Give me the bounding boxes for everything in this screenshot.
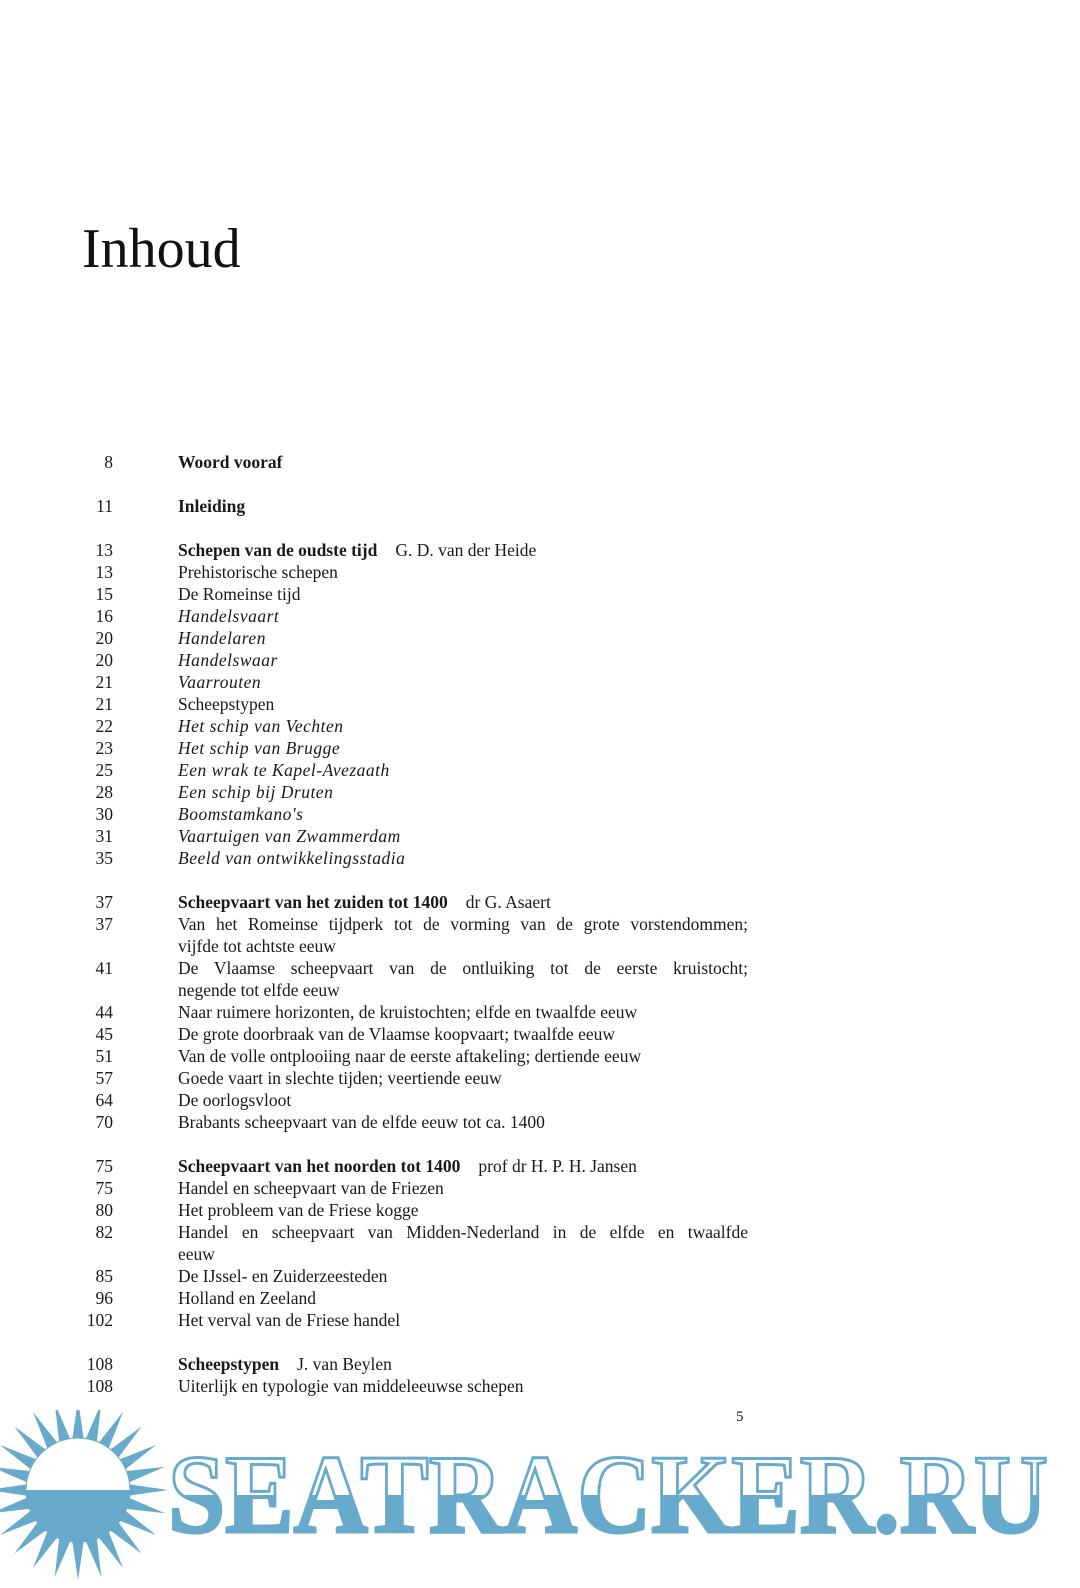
toc-entry-body — [178, 1309, 748, 1331]
toc-entry-title — [178, 627, 748, 649]
toc-entry — [0, 803, 1080, 825]
toc-entry-body — [178, 957, 748, 1001]
toc-entry-text: Handel en scheepvaart van Midden-Nederland in de elfde en twaalfde — [178, 1222, 748, 1242]
toc-page-number: 37 — [95, 914, 113, 934]
toc-entry — [0, 1067, 1080, 1089]
toc-entry-body — [178, 1067, 748, 1089]
toc-entry — [0, 847, 1080, 869]
toc-entry-body — [178, 825, 748, 847]
toc-entry-title — [178, 1001, 748, 1023]
toc-author: J. van Beylen — [297, 1354, 392, 1374]
toc-entry-text: Prehistorische schepen — [178, 562, 338, 582]
toc-entry — [0, 913, 1080, 957]
toc-page-number: 13 — [95, 562, 113, 582]
toc-entry-body — [178, 561, 748, 583]
toc-page-number: 45 — [95, 1024, 113, 1044]
toc-entry-text: Het probleem van de Friese kogge — [178, 1200, 419, 1220]
toc-entry-body — [178, 671, 748, 693]
toc-entry-title — [178, 1045, 748, 1067]
toc-entry-body — [178, 781, 748, 803]
toc-entry-title — [178, 1067, 748, 1089]
toc-entry-body — [178, 715, 748, 737]
toc-entry — [0, 1001, 1080, 1023]
toc-entry — [0, 1265, 1080, 1287]
page-number: 5 — [736, 1409, 744, 1425]
toc-entry — [0, 825, 1080, 847]
toc-entry-body — [178, 1111, 748, 1133]
toc-page-number: 31 — [95, 826, 113, 846]
toc-entry — [0, 1287, 1080, 1309]
toc-entry-body — [178, 583, 748, 605]
watermark-text: SEATRACKER.RU — [168, 1433, 1048, 1557]
toc-entry-title — [178, 957, 748, 979]
toc-entry — [0, 1111, 1080, 1133]
toc-entry-body — [178, 1375, 748, 1397]
toc-entry-text: Inleiding — [178, 496, 246, 516]
toc-entry — [0, 1309, 1080, 1331]
toc-entry — [0, 627, 1080, 649]
toc-entry-title — [178, 913, 748, 935]
toc-entry — [0, 583, 1080, 605]
toc-section — [0, 891, 1080, 1133]
toc-entry-body — [178, 891, 748, 913]
toc-entry-text: Scheepvaart van het noorden tot 1400 — [178, 1156, 461, 1176]
toc-section — [0, 539, 1080, 869]
toc-entry-body — [178, 1265, 748, 1287]
toc-entry — [0, 605, 1080, 627]
toc-entry — [0, 737, 1080, 759]
toc-entry-text: De Vlaamse scheepvaart van de ontluiking tot de eerste kruistocht; — [178, 958, 748, 978]
toc-page-number: 35 — [95, 848, 113, 868]
toc-entry-title — [178, 1023, 748, 1045]
toc-entry — [0, 715, 1080, 737]
toc-entry-text: Het verval van de Friese handel — [178, 1310, 401, 1330]
toc-entry-title — [178, 737, 748, 759]
toc-entry-title — [178, 825, 748, 847]
toc-entry-text: Boomstamkano's — [178, 804, 304, 824]
toc-entry-text: eeuw — [178, 1244, 215, 1264]
toc-page-number: 11 — [96, 496, 113, 516]
toc-page-number: 13 — [95, 540, 113, 560]
toc-entry-title — [178, 1309, 748, 1331]
sun-ray — [126, 1484, 168, 1497]
toc-entry-title — [178, 1375, 748, 1397]
toc-entry-body — [178, 693, 748, 715]
toc-entry — [0, 1045, 1080, 1067]
toc-page-number: 82 — [95, 1222, 113, 1242]
toc-entry-text: Handelaren — [178, 628, 266, 648]
toc-entry — [0, 671, 1080, 693]
toc-entry-title — [178, 935, 748, 957]
toc-page-number: 85 — [95, 1266, 113, 1286]
toc-entry-text: Van de volle ontplooiing naar de eerste aftakeling; dertiende eeuw — [178, 1046, 642, 1066]
toc-entry-text: Het schip van Vechten — [178, 716, 344, 736]
toc-entry — [0, 1375, 1080, 1397]
toc-entry-title — [178, 451, 748, 473]
toc-page-number: 57 — [95, 1068, 113, 1088]
toc-section — [0, 1353, 1080, 1397]
toc-entry-body — [178, 1353, 748, 1375]
toc-page-number: 41 — [95, 958, 113, 978]
toc-entry-text: Vaarrouten — [178, 672, 262, 692]
toc-author: dr G. Asaert — [465, 892, 551, 912]
toc-entry — [0, 1155, 1080, 1177]
toc-entry-body — [178, 539, 748, 561]
toc-entry-title — [178, 561, 748, 583]
toc-entry-title — [178, 781, 748, 803]
toc-entry-title — [178, 715, 748, 737]
toc-page-number: 20 — [95, 628, 113, 648]
toc-entry-body — [178, 803, 748, 825]
toc-entry — [0, 693, 1080, 715]
toc-page-number: 44 — [95, 1002, 113, 1022]
toc-entry-title — [178, 605, 748, 627]
toc-entry-body — [178, 1177, 748, 1199]
toc-entry-text: Goede vaart in slechte tijden; veertiende eeuw — [178, 1068, 502, 1088]
toc-entry-body — [178, 627, 748, 649]
toc-entry-text: Scheepstypen — [178, 694, 275, 714]
toc-entry — [0, 891, 1080, 913]
toc-entry — [0, 1221, 1080, 1265]
toc-entry-text: Naar ruimere horizonten, de kruistochten; elfde en twaalfde eeuw — [178, 1002, 638, 1022]
toc-author: prof dr H. P. H. Jansen — [478, 1156, 637, 1176]
toc-page-number: 80 — [95, 1200, 113, 1220]
toc-entry-body — [178, 1155, 748, 1177]
toc-entry-text: Handelsvaart — [178, 606, 280, 626]
toc-entry — [0, 1023, 1080, 1045]
toc-page-number: 8 — [104, 452, 113, 472]
toc-page-number: 37 — [95, 892, 113, 912]
toc-entry-body — [178, 1023, 748, 1045]
toc-entry — [0, 451, 1080, 473]
toc-entry-text: Een schip bij Druten — [178, 782, 334, 802]
toc-entry-title — [178, 1265, 748, 1287]
toc-entry-body — [178, 1045, 748, 1067]
toc-page-number: 75 — [95, 1178, 113, 1198]
toc-page-number: 102 — [86, 1310, 113, 1330]
toc-entry-text: Holland en Zeeland — [178, 1288, 317, 1308]
toc-entry-title — [178, 693, 748, 715]
toc-entry-text: Van het Romeinse tijdperk tot de vorming van de grote vorstendommen; — [178, 914, 748, 934]
toc-entry-text: Uiterlijk en typologie van middeleeuwse schepen — [178, 1376, 524, 1396]
toc-entry-text: Beeld van ontwikkelingsstadia — [178, 848, 406, 868]
toc-entry-title — [178, 1243, 748, 1265]
toc-page-number: 20 — [95, 650, 113, 670]
toc-entry-text: Vaartuigen van Zwammerdam — [178, 826, 401, 846]
toc-entry-text: De oorlogsvloot — [178, 1090, 292, 1110]
toc-page-number: 70 — [95, 1112, 113, 1132]
toc-page-number: 75 — [95, 1156, 113, 1176]
toc-entry-title — [178, 1155, 748, 1177]
toc-entry-text: De IJssel- en Zuiderzeesteden — [178, 1266, 388, 1286]
toc-page-number: 25 — [95, 760, 113, 780]
toc-page-number: 108 — [86, 1376, 113, 1396]
toc-page-number: 96 — [95, 1288, 113, 1308]
toc-entry — [0, 1089, 1080, 1111]
toc-entry-title — [178, 1353, 748, 1375]
toc-entry-text: Handel en scheepvaart van de Friezen — [178, 1178, 444, 1198]
toc-section — [0, 451, 1080, 473]
toc-entry — [0, 561, 1080, 583]
sun-disc — [26, 1438, 130, 1542]
toc-entry-title — [178, 495, 748, 517]
toc-entry — [0, 1177, 1080, 1199]
toc-page-number: 15 — [95, 584, 113, 604]
toc-entry-title — [178, 979, 748, 1001]
table-of-contents — [0, 451, 1080, 1419]
toc-entry-body — [178, 649, 748, 671]
toc-entry-body — [178, 759, 748, 781]
toc-page-number: 16 — [95, 606, 113, 626]
toc-entry-title — [178, 1177, 748, 1199]
toc-entry-text: Handelswaar — [178, 650, 278, 670]
page-title: Inhoud — [82, 218, 241, 280]
toc-entry-body — [178, 451, 748, 473]
toc-page-number: 30 — [95, 804, 113, 824]
toc-entry-body — [178, 847, 748, 869]
toc-entry — [0, 1353, 1080, 1375]
toc-entry-body — [178, 605, 748, 627]
toc-entry-text: Schepen van de oudste tijd — [178, 540, 378, 560]
toc-entry-body — [178, 1089, 748, 1111]
toc-entry-text: Scheepstypen — [178, 1354, 280, 1374]
toc-entry-body — [178, 737, 748, 759]
toc-entry-title — [178, 671, 748, 693]
toc-page-number: 28 — [95, 782, 113, 802]
toc-entry-title — [178, 847, 748, 869]
toc-page-number: 108 — [86, 1354, 113, 1374]
toc-entry-body — [178, 1287, 748, 1309]
toc-entry-text: Een wrak te Kapel-Avezaath — [178, 760, 390, 780]
toc-section — [0, 1155, 1080, 1331]
toc-entry-title — [178, 891, 748, 913]
toc-entry-text: Scheepvaart van het zuiden tot 1400 — [178, 892, 448, 912]
sun-ray — [72, 1538, 85, 1580]
sun-icon — [0, 1410, 168, 1580]
toc-entry — [0, 1199, 1080, 1221]
toc-entry-text: Het schip van Brugge — [178, 738, 341, 758]
toc-entry-text: Brabants scheepvaart van de elfde eeuw tot ca. 1400 — [178, 1112, 545, 1132]
toc-entry-body — [178, 1001, 748, 1023]
toc-page-number: 21 — [95, 694, 113, 714]
toc-author: G. D. van der Heide — [395, 540, 537, 560]
toc-entry-title — [178, 539, 748, 561]
toc-entry-body — [178, 913, 748, 957]
toc-entry — [0, 539, 1080, 561]
toc-entry-text: Woord vooraf — [178, 452, 283, 472]
toc-entry-title — [178, 1199, 748, 1221]
toc-entry-title — [178, 649, 748, 671]
toc-entry — [0, 957, 1080, 1001]
toc-entry-body — [178, 1221, 748, 1265]
toc-entry-text: negende tot elfde eeuw — [178, 980, 340, 1000]
toc-entry — [0, 759, 1080, 781]
toc-entry-title — [178, 1111, 748, 1133]
toc-entry-title — [178, 1089, 748, 1111]
toc-entry — [0, 781, 1080, 803]
toc-entry-title — [178, 803, 748, 825]
toc-entry-title — [178, 1221, 748, 1243]
toc-entry-body — [178, 1199, 748, 1221]
toc-entry-title — [178, 583, 748, 605]
toc-entry-text: De grote doorbraak van de Vlaamse koopvaart; twaalfde eeuw — [178, 1024, 615, 1044]
toc-page-number: 23 — [95, 738, 113, 758]
toc-entry-body — [178, 495, 748, 517]
toc-entry-text: vijfde tot achtste eeuw — [178, 936, 336, 956]
toc-entry-text: De Romeinse tijd — [178, 584, 301, 604]
toc-section — [0, 495, 1080, 517]
toc-page-number: 64 — [95, 1090, 113, 1110]
seatracker-watermark-logo — [0, 1410, 1080, 1588]
toc-page-number: 22 — [95, 716, 113, 736]
toc-page-number: 21 — [95, 672, 113, 692]
toc-entry — [0, 495, 1080, 517]
toc-entry-title — [178, 1287, 748, 1309]
toc-entry — [0, 649, 1080, 671]
toc-page-number: 51 — [95, 1046, 113, 1066]
toc-entry-title — [178, 759, 748, 781]
